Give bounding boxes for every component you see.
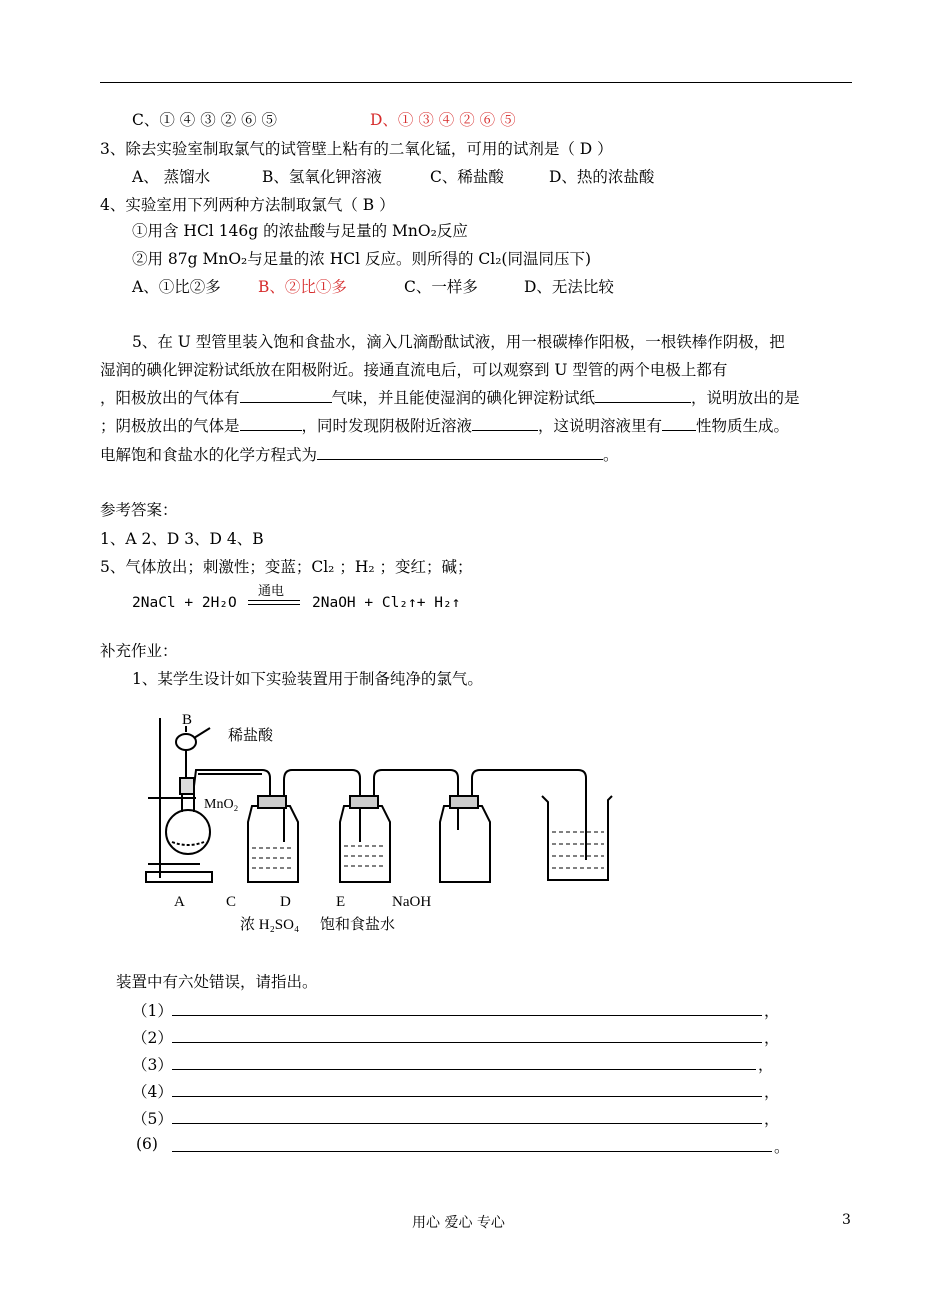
- answers-heading: 参考答案：: [100, 501, 178, 519]
- q2-option-c: C、① ④ ③ ② ⑥ ⑤: [132, 111, 277, 129]
- bottle-d: [340, 806, 390, 882]
- q5-line5b: 。: [603, 446, 619, 464]
- label-c: C: [226, 894, 237, 910]
- q3-option-b: B、氢氧化钾溶液: [262, 168, 382, 186]
- q3-option-c: C、稀盐酸: [430, 168, 504, 186]
- footer-motto: 用心 爱心 专心: [412, 1215, 505, 1231]
- extra-q1: 1、某学生设计如下实验装置用于制备纯净的氯气。: [132, 670, 483, 688]
- q5-line4a: ；阴极放出的气体是: [100, 417, 240, 435]
- answers-line2: 5、气体放出；刺激性；变蓝；Cl₂ ；H₂ ；变红；碱；: [100, 558, 473, 576]
- error-answer-line-3[interactable]: [172, 1069, 756, 1070]
- equation-left: 2NaCl + 2H₂O: [132, 595, 237, 611]
- label-a: A: [174, 894, 185, 910]
- q5-line3c: ，说明放出的是: [691, 389, 800, 407]
- error-label-4: （4）: [132, 1083, 173, 1101]
- q4-line1: ①用含 HCl 146g 的浓盐酸与足量的 MnO₂反应: [132, 222, 468, 240]
- label-e: E: [336, 894, 346, 910]
- label-h2so4: 浓 H₂SO₄: [240, 917, 300, 933]
- stand-base: [146, 872, 212, 882]
- q5-line4d: 性物质生成。: [696, 417, 790, 435]
- error-label-2: （2）: [132, 1029, 173, 1047]
- q4-option-c: C、一样多: [404, 278, 478, 296]
- q5-line1: 5、在 U 型管里装入饱和食盐水，滴入几滴酚酞试液，用一根碳棒作阳极，一根铁棒作阴极，把: [132, 333, 785, 351]
- extra-heading: 补充作业：: [100, 642, 178, 660]
- q5-line4b: ，同时发现阴极附近溶液: [301, 417, 473, 435]
- q4-option-a: A、①比②多: [132, 278, 221, 296]
- q4-stem: 4、实验室用下列两种方法制取氯气（ B ）: [100, 196, 395, 214]
- bottle-e: [440, 806, 490, 882]
- equation-right: 2NaOH + Cl₂↑+ H₂↑: [312, 595, 461, 611]
- error-answer-line-1[interactable]: [172, 1015, 762, 1016]
- q2-option-d: D、① ③ ④ ② ⑥ ⑤: [370, 111, 516, 129]
- error-end-4: ，: [764, 1083, 780, 1101]
- errors-prompt: 装置中有六处错误，请指出。: [116, 973, 318, 991]
- funnel-bulb: [176, 734, 196, 750]
- label-d: D: [280, 894, 291, 910]
- q3-option-a: A、 蒸馏水: [132, 168, 211, 186]
- error-end-6: 。: [774, 1138, 790, 1156]
- equation-condition: 通电: [258, 584, 285, 599]
- error-label-6: (6): [136, 1135, 158, 1153]
- q5-line2: 湿润的碘化钾淀粉试纸放在阳极附近。接通直流电后，可以观察到 U 型管的两个电极上都有: [100, 361, 728, 379]
- q5-line5a: 电解饱和食盐水的化学方程式为: [100, 446, 318, 464]
- error-label-5: （5）: [132, 1110, 173, 1128]
- q3-stem: 3、除去实验室制取氯气的试管壁上粘有的二氧化锰，可用的试剂是（ D ）: [100, 140, 613, 158]
- q5-line3b: 气味，并且能使湿润的碘化钾淀粉试纸: [331, 389, 596, 407]
- label-acid: 稀盐酸: [228, 728, 274, 744]
- q5-line3a: ，阳极放出的气体有: [100, 389, 240, 407]
- q4-line2: ②用 87g MnO₂与足量的浓 HCl 反应。则所得的 Cl₂(同温同压下): [132, 250, 592, 268]
- error-label-3: （3）: [132, 1056, 173, 1074]
- page-number: 3: [842, 1212, 851, 1228]
- tube-3: [374, 770, 458, 830]
- error-answer-line-2[interactable]: [172, 1042, 762, 1043]
- error-end-5: ，: [764, 1110, 780, 1128]
- error-end-1: ，: [764, 1002, 780, 1020]
- answers-line1: 1、A 2、D 3、D 4、B: [100, 530, 264, 548]
- error-end-3: ，: [758, 1056, 774, 1074]
- error-label-1: （1）: [132, 1002, 173, 1020]
- q5-line4c: ，这说明溶液里有: [538, 417, 663, 435]
- q4-option-b: B、②比①多: [258, 278, 347, 296]
- error-answer-line-4[interactable]: [172, 1096, 762, 1097]
- label-b: B: [182, 712, 193, 728]
- label-naoh: NaOH: [392, 894, 432, 910]
- error-answer-line-5[interactable]: [172, 1123, 762, 1124]
- label-mno2: MnO₂: [204, 797, 239, 812]
- q4-option-d: D、无法比较: [524, 278, 614, 296]
- bottle-c: [248, 806, 298, 882]
- beaker: [542, 796, 612, 880]
- flask: [166, 810, 210, 854]
- error-answer-line-6[interactable]: [172, 1151, 772, 1152]
- label-brine: 饱和食盐水: [320, 917, 396, 933]
- q3-option-d: D、热的浓盐酸: [549, 168, 655, 186]
- error-end-2: ，: [764, 1029, 780, 1047]
